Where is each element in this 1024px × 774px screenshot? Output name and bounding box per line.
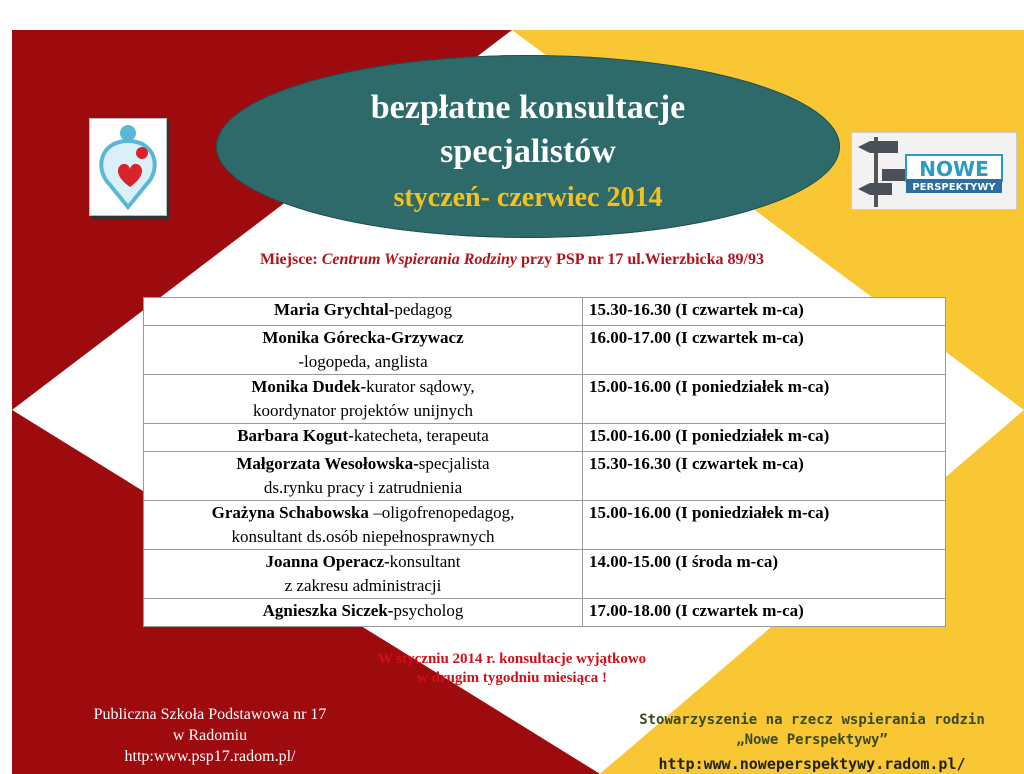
table-row — [144, 599, 946, 627]
location-address: przy PSP nr 17 ul.Wierzbicka 89/93 — [521, 251, 764, 268]
table-row — [144, 298, 946, 326]
specialist-role: katecheta, terapeuta — [353, 426, 489, 445]
location-venue: Centrum Wspierania Rodziny — [321, 251, 518, 268]
table-row — [144, 452, 946, 501]
consultation-time: 15.00-16.00 (I poniedziałek m-ca) — [583, 501, 946, 550]
heart-family-icon — [90, 119, 166, 215]
note-line-2: w drugim tygodniu miesiąca ! — [416, 670, 607, 686]
specialist-line — [144, 375, 582, 399]
school-url[interactable]: http:www.psp17.radom.pl/ — [124, 748, 296, 765]
specialist-name: Agnieszka Siczek- — [262, 601, 394, 620]
consultation-schedule-table — [143, 297, 946, 627]
association-name: Stowarzyszenie na rzecz wspierania rodzin — [639, 712, 985, 728]
specialist-cell — [144, 298, 583, 326]
table-row — [144, 501, 946, 550]
specialist-name: Joanna Operacz- — [265, 552, 390, 571]
specialist-line — [144, 424, 582, 448]
specialist-role-continued: ds.rynku pracy i zatrudnienia — [263, 478, 463, 497]
specialist-role: –oligofrenopedagog, — [368, 503, 515, 522]
school-footer — [40, 704, 380, 767]
consultation-time: 14.00-15.00 (I środa m-ca) — [583, 550, 946, 599]
specialist-cell — [144, 501, 583, 550]
specialist-role-continued: z zakresu administracji — [284, 576, 442, 595]
table-row — [144, 375, 946, 424]
consultation-time: 15.30-16.30 (I czwartek m-ca) — [583, 452, 946, 501]
specialist-line — [144, 599, 582, 623]
specialist-role: psycholog — [393, 601, 464, 620]
association-footer — [600, 710, 1024, 750]
association-url[interactable]: http:www.noweperspektywy.radom.pl/ — [658, 755, 966, 773]
specialist-cell — [144, 326, 583, 375]
consultation-time: 15.00-16.00 (I poniedziałek m-ca) — [583, 424, 946, 452]
consultation-time: 15.30-16.30 (I czwartek m-ca) — [583, 298, 946, 326]
specialist-line — [144, 326, 582, 350]
consultation-time: 17.00-18.00 (I czwartek m-ca) — [583, 599, 946, 627]
january-note — [0, 650, 1024, 688]
specialist-name: Monika Dudek- — [251, 377, 367, 396]
specialist-role-continued: -logopeda, anglista — [298, 352, 428, 371]
date-range: styczeń- czerwiec 2014 — [393, 182, 663, 213]
specialist-line — [144, 452, 582, 476]
location-line — [0, 251, 1024, 269]
specialist-role-continued: konsultant ds.osób niepełnosprawnych — [231, 527, 495, 546]
specialist-role: kurator sądowy, — [366, 377, 475, 396]
specialist-name: Maria Grychtal- — [274, 300, 395, 319]
specialist-role-continued: koordynator projektów unijnych — [252, 401, 473, 420]
specialist-cell — [144, 424, 583, 452]
specialist-name: Monika Górecka-Grzywacz — [262, 328, 464, 347]
specialist-role: konsultant — [389, 552, 461, 571]
heart-family-logo — [89, 118, 167, 216]
specialist-name: Małgorzata Wesołowska- — [236, 454, 419, 473]
consultation-time: 15.00-16.00 (I poniedziałek m-ca) — [583, 375, 946, 424]
specialist-line — [144, 550, 582, 574]
association-quote-name: „Nowe Perspektywy” — [736, 732, 888, 748]
table-row — [144, 550, 946, 599]
specialist-name: Barbara Kogut- — [237, 426, 354, 445]
table-row — [144, 424, 946, 452]
note-line-1: W styczniu 2014 r. konsultacje wyjątkowo — [377, 651, 647, 667]
nowe-perspektywy-logo — [851, 132, 1017, 210]
school-city: w Radomiu — [172, 727, 248, 744]
title-line-2: specjalistów — [440, 133, 616, 170]
specialist-line — [144, 298, 582, 322]
table-row — [144, 326, 946, 375]
specialist-cell — [144, 550, 583, 599]
specialist-cell — [144, 599, 583, 627]
school-name: Publiczna Szkoła Podstawowa nr 17 — [93, 706, 327, 723]
specialist-role: specjalista — [418, 454, 490, 473]
specialist-cell — [144, 452, 583, 501]
specialist-cell — [144, 375, 583, 424]
logo-word-perspektywy: PERSPEKTYWY — [912, 182, 996, 193]
logo-word-nowe: NOWE — [919, 157, 989, 181]
location-label: Miejsce: — [259, 251, 318, 268]
specialist-name: Grażyna Schabowska — [211, 503, 369, 522]
title-line-1: bezpłatne konsultacje — [370, 89, 686, 126]
consultation-time: 16.00-17.00 (I czwartek m-ca) — [583, 326, 946, 375]
signpost-logo-icon — [852, 133, 1016, 209]
specialist-line — [144, 501, 582, 525]
specialist-role: pedagog — [394, 300, 452, 319]
